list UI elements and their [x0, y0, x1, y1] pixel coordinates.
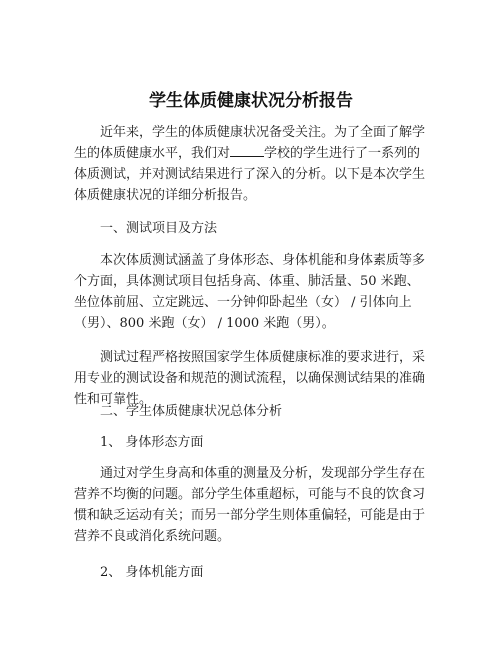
section1-paragraph-items: 本次体质测试涵盖了身体形态、身体机能和身体素质等多个方面，具体测试项目包括身高、体重、肺活量、50 米跑、坐位体前屈、立定跳远、一分钟仰卧起坐（女） / 引体向上（男）、800 米跑（女） / 1000 米跑（男）。 [74, 253, 426, 331]
subsection2-heading: 2、 身体机能方面 [100, 565, 204, 580]
report-title: 学生体质健康状况分析报告 [149, 91, 353, 111]
intro-text-part1: 近年来，学生的体质健康状况备受关注。为了全面了解学生的体质健康水平，我们对 [74, 125, 426, 161]
section1-paragraph-method: 测试过程严格按照国家学生体质健康标准的要求进行，采用专业的测试设备和规范的测试流程，以确保测试结果的准确性和可靠性。 [74, 350, 426, 407]
intro-paragraph [74, 122, 430, 206]
section2-heading: 二、学生体质健康状况总体分析 [100, 404, 283, 419]
section1-heading: 一、测试项目及方法 [100, 221, 218, 236]
school-name-blank [230, 144, 264, 157]
intro-text-part2: 学校的学生进行了一系列的体质测试，并对测试结果进行了深入的分析。以下是本次学生体质健康状况的详细分析报告。 [74, 146, 426, 203]
subsection1-heading: 1、 身体形态方面 [100, 435, 204, 450]
subsection1-paragraph: 通过对学生身高和体重的测量及分析，发现部分学生存在营养不均衡的问题。部分学生体重超标，可能与不良的饮食习惯和缺乏运动有关；而另一部分学生则体重偏轻，可能是由于营养不良或消化系统问题。 [74, 466, 426, 544]
